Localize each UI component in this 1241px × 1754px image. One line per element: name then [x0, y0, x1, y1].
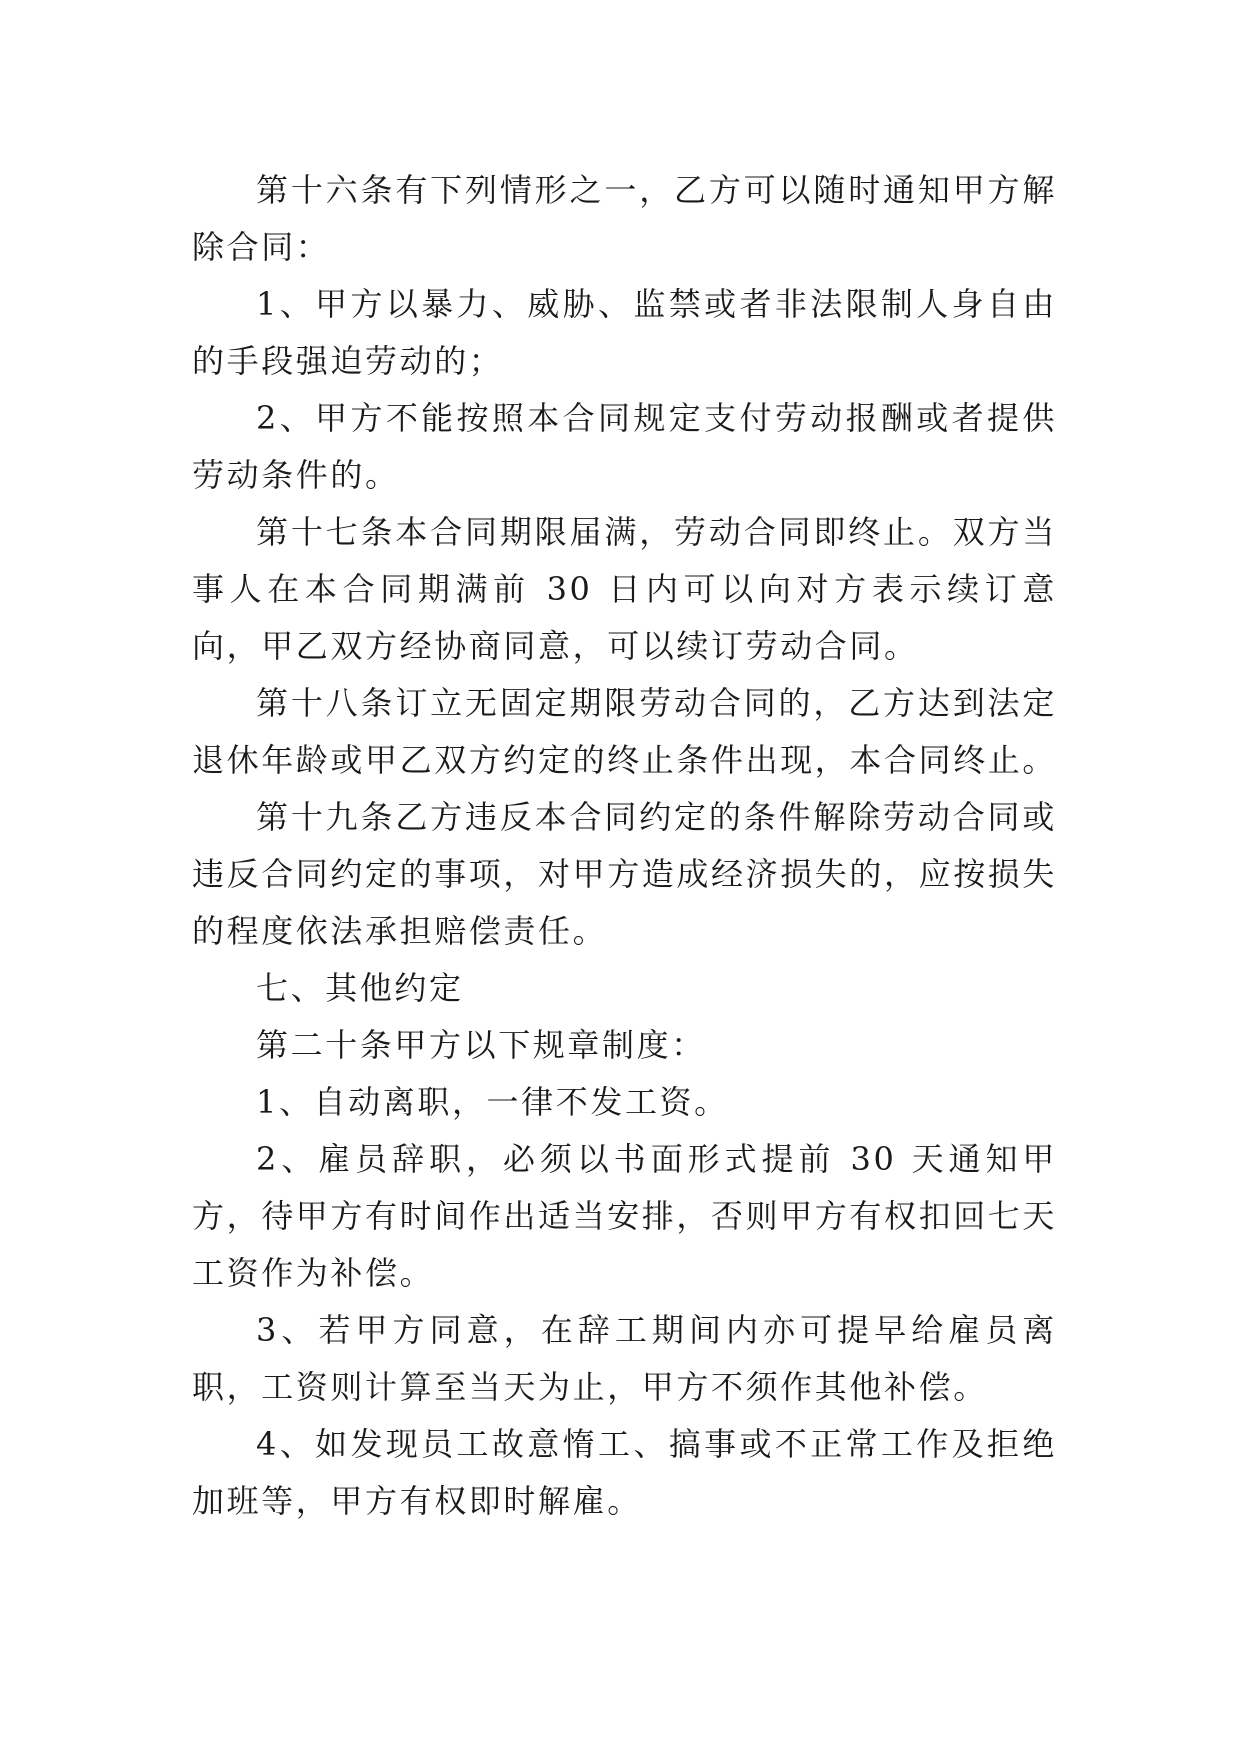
document-body [192, 162, 1057, 1530]
paragraph-article-20-item-1: 1、自动离职，一律不发工资。 [256, 1083, 729, 1121]
paragraph-article-20-item-2: 2、雇员辞职，必须以书面形式提前 30 天通知甲方，待甲方有时间作出适当安排，否则甲方有权扣回七天工资作为补偿。 [192, 1140, 1058, 1292]
paragraph-article-16-item-1: 1、甲方以暴力、威胁、监禁或者非法限制人身自由的手段强迫劳动的； [192, 285, 1057, 380]
paragraph-article-16-item-2: 2、甲方不能按照本合同规定支付劳动报酬或者提供劳动条件的。 [192, 399, 1057, 494]
paragraph-article-20-item-3: 3、若甲方同意，在辞工期间内亦可提早给雇员离职，工资则计算至当天为止，甲方不须作其他补偿。 [192, 1311, 1057, 1406]
paragraph-article-20-item-4: 4、如发现员工故意惰工、搞事或不正常工作及拒绝加班等，甲方有权即时解雇。 [192, 1425, 1057, 1520]
paragraph-article-18: 第十八条订立无固定期限劳动合同的，乙方达到法定退休年龄或甲乙双方约定的终止条件出现，本合同终止。 [192, 684, 1058, 779]
paragraph-article-20: 第二十条甲方以下规章制度： [256, 1026, 706, 1064]
paragraph-article-17: 第十七条本合同期限届满，劳动合同即终止。双方当事人在本合同期满前 30 日内可以向对方表示续订意向，甲乙双方经协商同意，可以续订劳动合同。 [192, 513, 1057, 665]
section-heading-other-agreements: 七、其他约定 [256, 969, 464, 1007]
paragraph-article-19: 第十九条乙方违反本合同约定的条件解除劳动合同或违反合同约定的事项，对甲方造成经济损失的，应按损失的程度依法承担赔偿责任。 [192, 798, 1058, 950]
paragraph-article-16: 第十六条有下列情形之一，乙方可以随时通知甲方解除合同： [192, 171, 1057, 266]
